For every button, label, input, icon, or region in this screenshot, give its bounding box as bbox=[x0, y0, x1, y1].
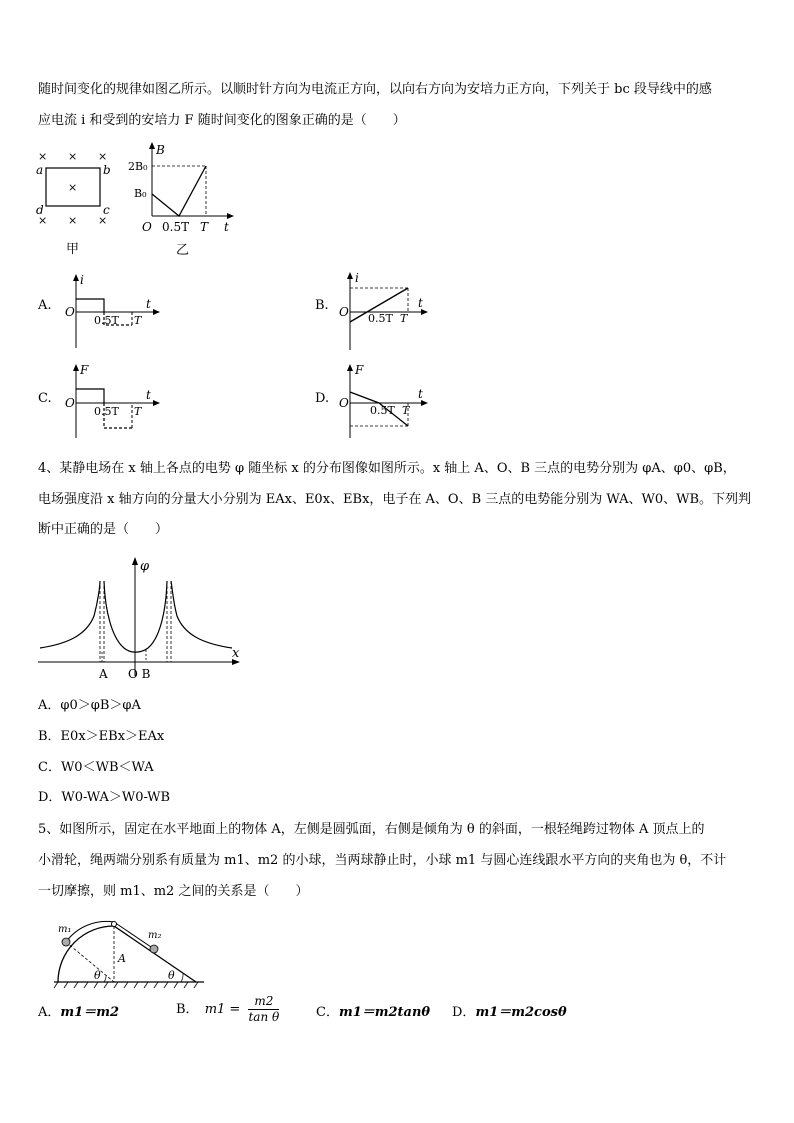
svg-text:F: F bbox=[80, 363, 89, 377]
q3-option-b-graph[interactable] bbox=[338, 270, 438, 352]
svg-text:T: T bbox=[134, 405, 142, 418]
q4-stem-line1: 4、某静电场在 x 轴上各点的电势 φ 随坐标 x 的分布图像如图所示。x 轴上 A、O、B 三点的电势分别为 φA、φ0、φB， bbox=[38, 461, 736, 476]
q5-option-d[interactable]: D．m1＝m2cosθ bbox=[452, 1005, 567, 1020]
q3-option-a-graph[interactable] bbox=[62, 272, 172, 352]
q5-stem-line1: 5、如图所示，固定在水平地面上的物体 A，左侧是圆弧面，右侧是倾角为 θ 的斜面，一根轻绳跨过物体 A 顶点上的 bbox=[38, 822, 705, 837]
cross-mark: × bbox=[38, 214, 48, 227]
cross-mark: × bbox=[98, 214, 108, 227]
corner-a: a bbox=[36, 163, 44, 177]
svg-text:t: t bbox=[146, 297, 151, 311]
cross-mark: × bbox=[68, 181, 78, 194]
svg-text:0.5T: 0.5T bbox=[94, 314, 119, 327]
ball-m2 bbox=[150, 945, 158, 953]
pulley bbox=[112, 922, 117, 927]
q4-stem-line2: 电场强度沿 x 轴方向的分量大小分别为 EAx、E0x、EBx，电子在 A、O、B 三点的电势能分别为 WA、W0、WB。下列判 bbox=[38, 492, 752, 507]
caption-jia: 甲 bbox=[66, 242, 80, 257]
t-axis-label: t bbox=[224, 220, 229, 234]
svg-text:0.5T: 0.5T bbox=[368, 312, 393, 325]
potential-graph bbox=[36, 556, 248, 682]
cross-mark: × bbox=[98, 150, 108, 163]
origin-label: O bbox=[142, 220, 152, 234]
svg-text:F: F bbox=[355, 363, 364, 377]
tick-t: T bbox=[200, 220, 209, 234]
label-a: A bbox=[118, 952, 126, 965]
label-m2: m₂ bbox=[148, 930, 162, 941]
svg-text:T: T bbox=[134, 314, 142, 327]
corner-c: c bbox=[103, 203, 110, 217]
figure-yi bbox=[128, 142, 248, 258]
ball-m1 bbox=[62, 938, 70, 946]
corner-b: b bbox=[103, 163, 111, 177]
q3-option-b-letter[interactable]: B. bbox=[315, 298, 329, 313]
q3-option-c-graph[interactable] bbox=[62, 362, 172, 442]
phi-axis-label: φ bbox=[140, 559, 150, 574]
q4-stem-line3: 断中正确的是（ ） bbox=[38, 522, 169, 537]
svg-text:t: t bbox=[146, 388, 151, 402]
q3-stem-line1: 随时间变化的规律如图乙所示。以顺时针方向为电流正方向，以向右方向为安培力正方向，下列关于 bc 段导线中的感 bbox=[38, 82, 712, 97]
svg-text:T: T bbox=[400, 312, 408, 325]
q3-option-d-letter[interactable]: D. bbox=[315, 391, 330, 406]
svg-text:i: i bbox=[355, 271, 359, 285]
b-axis-label: B bbox=[156, 143, 165, 157]
potential-right-branch bbox=[171, 581, 232, 648]
caption-yi: 乙 bbox=[176, 243, 190, 258]
point-ob-label: O B bbox=[128, 667, 151, 681]
point-a-label: A bbox=[99, 667, 108, 681]
tick-b0: B₀ bbox=[134, 187, 147, 200]
svg-text:t: t bbox=[418, 387, 423, 401]
q3-stem-line2: 应电流 i 和受到的安培力 F 随时间变化的图象正确的是（ ） bbox=[38, 113, 406, 128]
svg-text:0.5T: 0.5T bbox=[370, 404, 395, 417]
cross-mark: × bbox=[68, 214, 78, 227]
q4-option-d[interactable]: D．W0-WA＞W0-WB bbox=[38, 790, 171, 805]
tick-2b0: 2B₀ bbox=[128, 160, 148, 173]
label-m1: m₁ bbox=[58, 924, 72, 935]
q3-option-a-letter[interactable]: A. bbox=[38, 298, 52, 313]
q4-option-a[interactable]: A．φ0＞φB＞φA bbox=[38, 698, 141, 713]
figure-jia bbox=[30, 148, 120, 258]
q4-option-c[interactable]: C．W0＜WB＜WA bbox=[38, 760, 154, 775]
svg-text:T: T bbox=[402, 404, 410, 417]
svg-text:O: O bbox=[65, 305, 75, 319]
svg-text:O: O bbox=[65, 396, 75, 410]
b-t-curve bbox=[152, 166, 206, 216]
cross-mark: × bbox=[38, 150, 48, 163]
cross-mark: × bbox=[68, 150, 78, 163]
q5-figure bbox=[44, 912, 214, 992]
svg-text:O: O bbox=[339, 305, 349, 319]
svg-text:i: i bbox=[80, 273, 84, 287]
theta-left: θ bbox=[94, 969, 101, 982]
q5-option-b[interactable]: B． m1 = $\frac{m2}{\text{tan θ}}$ bbox=[176, 994, 280, 1024]
q4-option-b[interactable]: B．E0x＞EBx＞EAx bbox=[38, 729, 165, 744]
q5-option-a[interactable]: A．m1＝m2 bbox=[38, 1005, 119, 1020]
svg-text:O: O bbox=[339, 396, 349, 410]
q5-stem-line3: 一切摩擦，则 m1、m2 之间的关系是（ ） bbox=[38, 884, 309, 899]
svg-text:t: t bbox=[418, 296, 423, 310]
q3-option-c-letter[interactable]: C. bbox=[38, 391, 52, 406]
svg-text:0.5T: 0.5T bbox=[94, 405, 119, 418]
q5-option-c[interactable]: C．m1＝m2tanθ bbox=[316, 1005, 431, 1020]
potential-left-branch bbox=[40, 581, 100, 648]
theta-right: θ bbox=[168, 969, 175, 982]
q5-stem-line2: 小滑轮，绳两端分别系有质量为 m1、m2 的小球，当两球静止时，小球 m1 与圆心连线跟水平方向的夹角也为 θ，不计 bbox=[38, 853, 727, 868]
tick-half-t: 0.5T bbox=[162, 220, 190, 234]
x-axis-label: x bbox=[232, 646, 240, 661]
corner-d: d bbox=[36, 203, 44, 217]
q3-option-d-graph[interactable] bbox=[338, 362, 438, 442]
